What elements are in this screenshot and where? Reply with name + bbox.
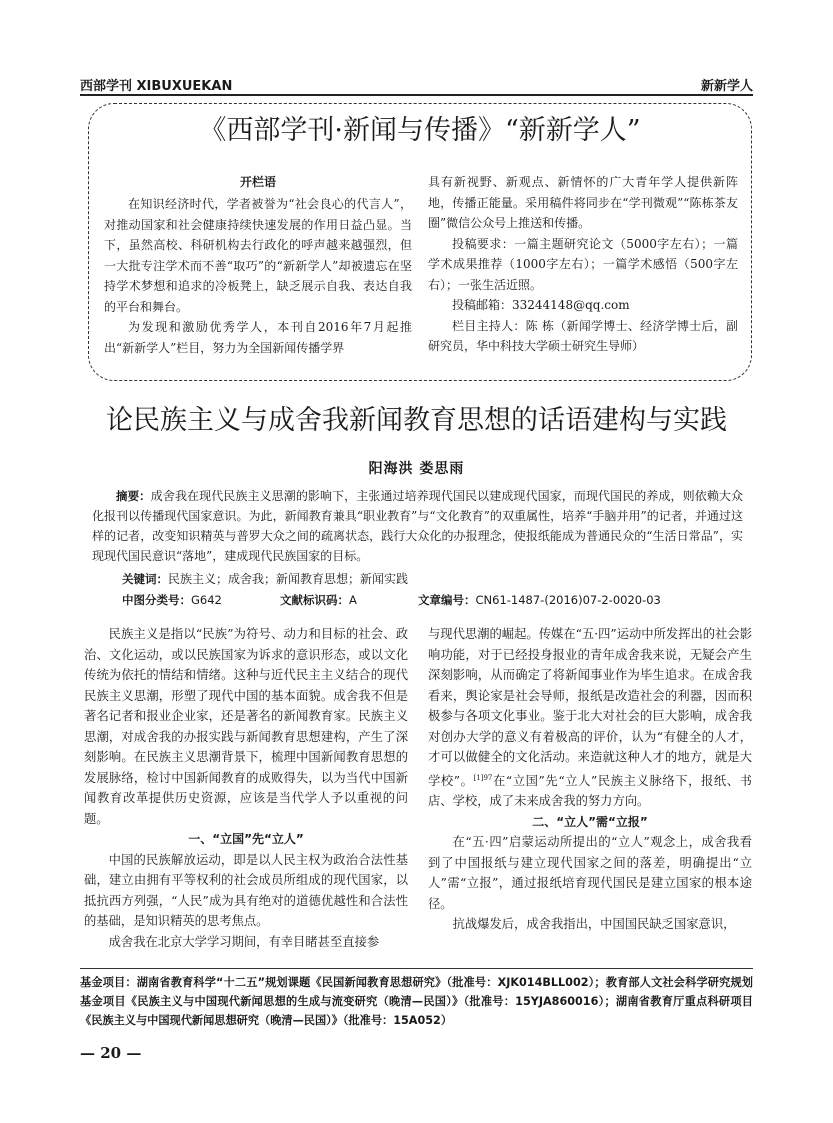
intro-paragraph: 为发现和激励优秀学人，本刊自2016年7月起推出“新新学人”栏目，努力为全国新闻传播学界 <box>104 320 412 355</box>
header-rule <box>80 94 753 96</box>
intro-paragraph: 栏目主持人：陈 栋（新闻学博士、经济学博士后，副研究员，华中科技大学硕士研究生导师） <box>428 318 738 353</box>
body-left-column <box>84 624 408 952</box>
keywords <box>122 570 408 587</box>
cls-value: G642 <box>191 593 222 607</box>
intro-paragraph: 在知识经济时代，学者被誉为“社会良心的代言人”，对推动国家和社会健康持续快速发展的作用日益凸显。当下，虽然高校、科研机构去行政化的呼声越来越强烈，但一大批专注学术而不善“取巧”的“新新学人”却被遗忘在坚持学术梦想和追求的冷板凳上，缺乏展示自我、表达自我的平台和舞台。 <box>104 197 412 314</box>
intro-right-column <box>428 172 738 357</box>
body-paragraph: 成舍我在北京大学学习期间，有幸目睹甚至直接参 <box>108 934 380 949</box>
column-name: 新新学人 <box>700 79 753 94</box>
abstract-label: 摘要： <box>116 489 151 503</box>
id-label: 文章编号： <box>418 593 476 607</box>
article-title: 论民族主义与成舍我新闻教育思想的话语建构与实践 <box>106 405 727 436</box>
body-paragraph: 抗战爆发后，成舍我指出，中国国民缺乏国家意识， <box>452 917 736 932</box>
cls-label: 中图分类号： <box>122 593 191 607</box>
body-text: 在“立国”先“立人”民族主义脉络下，报纸、书店、学校，成了未来成舍我的努力方向。 <box>428 773 752 809</box>
body-paragraph: 民族主义是指以“民族”为符号、动力和目标的社会、政治、文化运动，或以民族国家为诉求的意识形态，或以文化传统为依托的情结和情绪。这种与近代民主主义结合的现代民族主义思潮，形塑了现代中国的基本面貌。成舍我不但是著名记者和报业企业家，还是著名的新闻教育家。民族主义思潮，对成舍我的办报实践与新闻教育思想建构，产生了深刻影响。在民族主义思潮背景下，梳理中国新闻教育思想的发展脉络，检讨中国新闻教育的成败得失，以为当代中国新闻教育改革提供历史资源，应该是当代学人予以重视的问题。 <box>84 627 408 826</box>
page-number: — 20 — <box>80 1044 142 1062</box>
id-value: CN61-1487-(2016)07-2-0020-03 <box>475 593 661 607</box>
body-paragraph: 中国的民族解放运动，即是以人民主权为政治合法性基础，建立由拥有平等权利的社会成员所组成的现代国家，以抵抗西方列强，“人民”成为具有绝对的道德优越性和合法性的基础，是知识精英的思考焦点。 <box>84 852 408 928</box>
intro-paragraph: 投稿要求：一篇主题研究论文（5000字左右）；一篇学术成果推荐（1000字左右）；一篇学术感悟（500字左右）；一张生活近照。 <box>428 236 738 292</box>
footnote-rule <box>80 968 753 969</box>
intro-heading: 开栏语 <box>239 175 276 189</box>
body-text: 与现代思潮的崛起。传媒在“五·四”运动中所发挥出的社会影响功能，对于已经投身报业的青年成舍我来说，无疑会产生深刻影响，从而确定了将新闻事业作为毕生追求。在成舍我看来，舆论家是社会导师，报纸是改造社会的利器，因而积极参与各项文化事业。鉴于北大对社会的巨大影响，成舍我对创办大学的意义有着极高的评价，认为“有健全的人才，才可以做健全的文化活动。来造就这种人才的地方，就是大学校”。 <box>428 627 752 788</box>
intro-paragraph: 具有新视野、新观点、新情怀的广大青年学人提供新阵地，传播正能量。采用稿件将同步在“学刊微观”“陈栋茶友圈”微信公众号上推送和传播。 <box>428 175 738 230</box>
section-heading-1: 一、“立国”先“立人” <box>188 832 304 846</box>
classification <box>122 592 222 608</box>
intro-title: 《西部学刊·新闻与传播》“新新学人” <box>199 115 641 146</box>
abstract-text: 成舍我在现代民族主义思潮的影响下，主张通过培养现代国民以建成现代国家，而现代国民的养成，则依赖大众化报刊以传播现代国家意识。为此，新闻教育兼具“职业教育”与“文化教育”的双重属性，培养“手脑并用”的记者，并通过这样的记者，改变知识精英与普罗大众之间的疏离状态，践行大众化的办报理念，使报纸能成为普通民众的“生活日常品”，实现现代国民意识“落地”，建成现代民族国家的目标。 <box>92 489 743 563</box>
keywords-label: 关键词： <box>122 572 168 586</box>
body-paragraph <box>428 624 752 812</box>
doc-label: 文献标识码： <box>280 593 349 607</box>
section-heading-2: 二、“立人”需“立报” <box>532 814 648 829</box>
abstract <box>92 486 743 566</box>
journal-name: 西部学刊 XIBUXUEKAN <box>80 79 233 94</box>
body-right-column <box>428 624 752 935</box>
article-authors: 阳海洪 娄思雨 <box>368 461 465 477</box>
body-paragraph: 在“五·四”启蒙运动所提出的“立人”观念上，成舍我看到了中国报纸与建立现代国家之间的落差，明确提出“立人”需“立报”，通过报纸培育现代国民是建立国家的根本途径。 <box>428 835 752 911</box>
document-code <box>280 592 357 608</box>
keywords-text: 民族主义；成舍我；新闻教育思想；新闻实践 <box>168 572 409 586</box>
funding-footnote: 基金项目：湖南省教育科学“十二五”规划课题《民国新闻教育思想研究》（批准号：XJK014BLL002）；教育部人文社会科学研究规划基金项目《民族主义与中国现代新闻思想的生成与流变研究（晚清—民国）》（批准号：15YJA860016）；湖南省教育厅重点科研项目《民族主义与中国现代新闻思想研究（晚清—民国）》（批准号：15A052） <box>80 976 753 1027</box>
article-id <box>418 592 661 608</box>
intro-left-column <box>104 172 412 358</box>
intro-paragraph: 投稿邮箱：33244148@qq.com <box>452 298 630 312</box>
citation: [1]97 <box>473 773 493 782</box>
doc-value: A <box>349 593 357 607</box>
